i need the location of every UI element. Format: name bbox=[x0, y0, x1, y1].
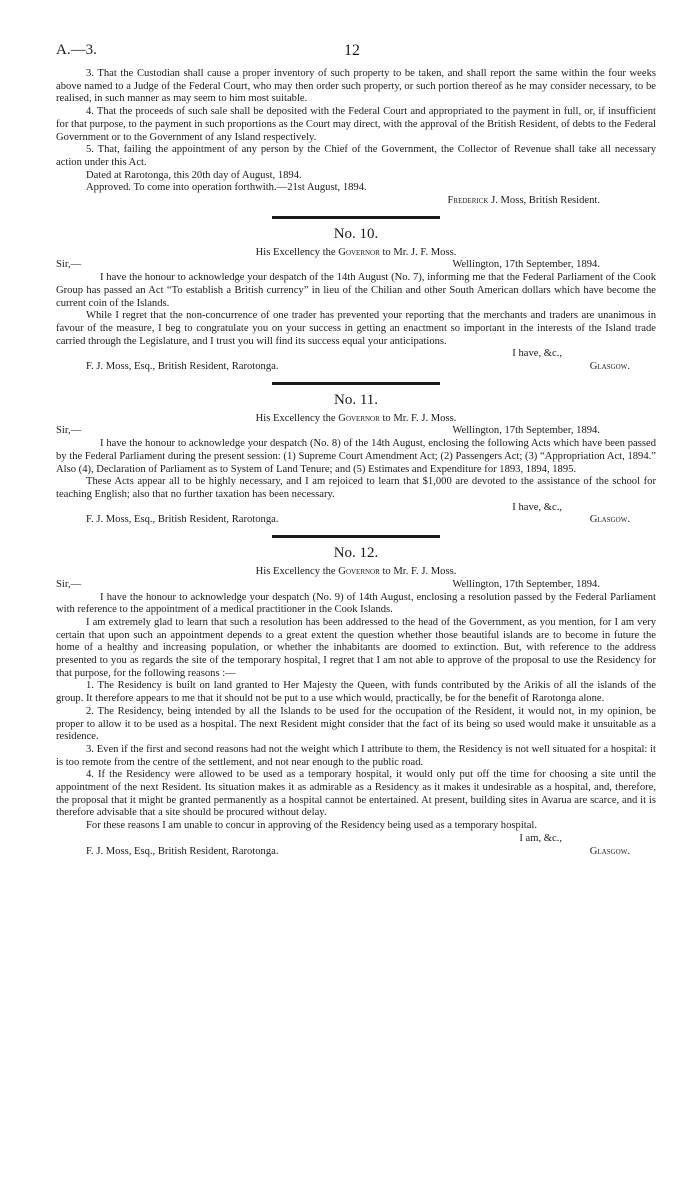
letter-paragraph: These Acts appear all to be highly necessary, and I am rejoiced to learn that $1,000 are devoted to the assistance of the school for teaching English; also that no further taxation has been necessary. bbox=[56, 476, 656, 500]
section-divider bbox=[272, 535, 440, 538]
letter-heading: His Excellency the Governor to Mr. F. J. Moss. bbox=[255, 566, 457, 578]
letter-heading: His Excellency the Governor to Mr. F. J. Moss. bbox=[255, 412, 457, 424]
clause-5: 5. That, failing the appointment of any person by the Chief of the Government, the Collector of Revenue shall take all necessary action under this Act. bbox=[56, 144, 656, 168]
letter-paragraph: I have the honour to acknowledge your despatch (No. 8) of the 14th August, enclosing the following Acts which have been passed by the Federal Parliament during the present session: (1) Supreme Court Amendment Act; (2) Passengers Act; (3) “Appropriation Act, 1894.” Also (4), Declaration of Parliament as to System of Land Tenure; and (5) Estimates and Expenditure for 1893, 1894, 1895. bbox=[56, 438, 656, 475]
letter-paragraph: I am extremely glad to learn that such a resolution has been addressed to the head of the Government, as you mention, for I am very certain that upon such an appointment depends to a great extent the question whether those beautiful islands are to become in future the home of a healthy and increasing population, or whether the inhabitants are doomed to extinction. But, with reference to the address presented to you as regards the site of the temporary hospital, I regret that I am not able to approve of the proposal to use the Residency for that purpose, for the following reasons :— bbox=[56, 616, 656, 679]
letter-heading: His Excellency the Governor to Mr. J. F. Moss. bbox=[255, 246, 457, 258]
dated-line: Dated at Rarotonga, this 20th day of August, 1894. bbox=[86, 169, 302, 181]
letter-paragraph: While I regret that the non-concurrence of one trader has prevented your reporting that the merchants and traders are unanimous in favour of the measure, I beg to congratulate you on your success in getting an enactment so important in the interests of the Island trade carried through the Legislature, and I trust you will find its success equal your anticipations. bbox=[56, 310, 656, 347]
letter-number: No. 11. bbox=[333, 391, 379, 408]
letter-number: No. 10. bbox=[333, 225, 379, 242]
letter-number: No. 12. bbox=[333, 545, 379, 562]
document-body bbox=[56, 68, 656, 858]
closing: I have, &c., bbox=[512, 501, 562, 513]
signature-row: F. J. Moss, Esq., British Resident, Rarotonga. Glasgow. bbox=[86, 361, 630, 373]
approved-line: Approved. To come into operation forthwith.—21st August, 1894. bbox=[86, 182, 367, 194]
clause-3: 3. That the Custodian shall cause a proper inventory of such property to be taken, and shall report the same within the four weeks above named to a Judge of the Federal Court, who may then order such property, or such portion thereof as he may consider necessary, to be realised, in such manner as may seem to him most suitable. bbox=[56, 68, 656, 105]
letter-paragraph: For these reasons I am unable to concur in approving of the Residency being used as a temporary hospital. bbox=[86, 820, 537, 832]
signature-row: F. J. Moss, Esq., British Resident, Rarotonga. Glasgow. bbox=[86, 514, 630, 526]
salutation-row: Sir,— Wellington, 17th September, 1894. bbox=[56, 425, 600, 437]
page-number: 12 bbox=[344, 42, 360, 59]
reason-2: 2. The Residency, being intended by all the Islands to be used for the occupation of the Resident, it would not, in my opinion, be proper to allow it to be used as a hospital. The next Resident might consider that the fact of its being so used would make it unsuitable as a residence. bbox=[56, 705, 656, 743]
reason-1: 1. The Residency is built on land granted to Her Majesty the Queen, with funds contributed by the Arikis of all the islands of the group. It therefore appears to me that it should not be put to a use which would, practically, be for the benefit of Rarotonga alone. bbox=[56, 680, 656, 705]
letter-paragraph: I have the honour to acknowledge your despatch (No. 9) of 14th August, enclosing a resolution passed by the Federal Parliament with reference to the appointment of a medical practitioner in the Cook Islands. bbox=[56, 591, 656, 616]
closing: I am, &c., bbox=[519, 832, 562, 844]
signature-row: F. J. Moss, Esq., British Resident, Rarotonga. Glasgow. bbox=[86, 845, 630, 857]
resident-signature: Frederick J. Moss, British Resident. bbox=[447, 195, 600, 207]
reason-3: 3. Even if the first and second reasons had not the weight which I attribute to them, the Residency is not well situated for a hospital: it is too remote from the centre of the settlement, and not near enough to the public road. bbox=[56, 743, 656, 768]
section-divider bbox=[272, 216, 440, 219]
letter-paragraph: I have the honour to acknowledge your despatch of the 14th August (No. 7), informing me that the Federal Parliament of the Cook Group has passed an Act “To establish a British currency” in lieu of the Chilian and other South American dollars which have become the current coin of the Islands. bbox=[56, 272, 656, 309]
reason-4: 4. If the Residency were allowed to be used as a temporary hospital, it would only put off the time for choosing a site until the appointment of the next Resident. Its situation makes it as admirable as a Residency as it makes it undesirable as a hospital, and, therefore, the proposal that it might be granted permanently as a hospital cannot be entertained. At present, building sites in Avarua are scarce, and it is therefore advisable that a site should be procured without delay. bbox=[56, 769, 656, 819]
salutation-row: Sir,— Wellington, 17th September, 1894. bbox=[56, 578, 600, 590]
clause-4: 4. That the proceeds of such sale shall be deposited with the Federal Court and appropriated to the payment in full, or, if insufficient for that purpose, to the payment in such proportions as the Court may direct, with the approval of the British Resident, of debts to the Federal Government or to the Government of any Island respectively. bbox=[56, 106, 656, 143]
section-divider bbox=[272, 382, 440, 385]
paper-reference: A.—3. bbox=[56, 42, 97, 58]
page-header bbox=[56, 40, 656, 68]
salutation-row: Sir,— Wellington, 17th September, 1894. bbox=[56, 259, 600, 271]
closing: I have, &c., bbox=[512, 348, 562, 360]
